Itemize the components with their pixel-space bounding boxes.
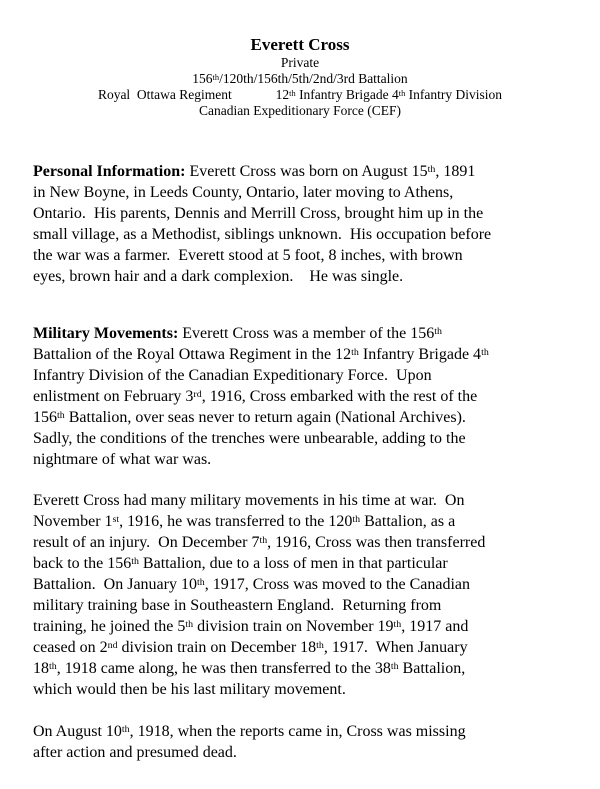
text-line: training, he joined the 5th division train on November 19th, 1917 and: [33, 618, 469, 635]
text-line: small village, as a Methodist, siblings unknown. His occupation before: [33, 226, 492, 243]
text-line: ceased on 2nd division train on December 18th, 1917. When January: [33, 639, 468, 656]
text-line: Personal Information: Everett Cross was born on August 15th, 1891: [33, 163, 476, 180]
document-header: [33, 35, 567, 119]
text-line: which would then be his last military movement.: [33, 681, 346, 698]
text-line: after action and presumed dead.: [33, 744, 237, 761]
military-movements-paragraph: [33, 323, 567, 470]
text-line: Battalion of the Royal Ottawa Regiment in the 12th Infantry Brigade 4th: [33, 346, 489, 363]
text-line: 156th Battalion, over seas never to return again (National Archives).: [33, 409, 466, 426]
text-line: Royal Ottawa Regiment 12th Infantry Brigade 4th Infantry Division: [97, 87, 503, 102]
text-line: Ontario. His parents, Dennis and Merrill Cross, brought him up in the: [33, 205, 484, 222]
text-line: eyes, brown hair and a dark complexion. He was single.: [33, 268, 404, 285]
text-line: military training base in Southeastern England. Returning from: [33, 597, 442, 614]
text-line: On August 10th, 1918, when the reports came in, Cross was missing: [33, 723, 466, 740]
text-line: 156th/120th/156th/5th/2nd/3rd Battalion: [192, 71, 408, 86]
text-line: Battalion. On January 10th, 1917, Cross was moved to the Canadian: [33, 576, 470, 593]
casualty-paragraph: [33, 721, 567, 763]
personal-information-paragraph: [33, 161, 567, 287]
text-line: Military Movements: Everett Cross was a member of the 156th: [33, 325, 442, 342]
text-line: nightmare of what war was.: [33, 451, 212, 468]
text-line: Sadly, the conditions of the trenches were unbearable, adding to the: [33, 430, 466, 447]
service-summary-lines: [33, 55, 567, 119]
text-line: enlistment on February 3rd, 1916, Cross embarked with the rest of the: [33, 388, 478, 405]
text-line: November 1st, 1916, he was transferred to the 120th Battalion, as a: [33, 513, 456, 530]
text-line: Canadian Expeditionary Force (CEF): [198, 103, 402, 118]
text-line: in New Boyne, in Leeds County, Ontario, later moving to Athens,: [33, 184, 454, 201]
text-line: result of an injury. On December 7th, 1916, Cross was then transferred: [33, 534, 486, 551]
text-line: 18th, 1918 came along, he was then transferred to the 38th Battalion,: [33, 660, 466, 677]
military-movements-detail-paragraph: [33, 490, 567, 700]
text-line: back to the 156th Battalion, due to a loss of men in that particular: [33, 555, 448, 572]
soldier-name-title: Everett Cross: [250, 35, 350, 54]
text-line: Everett Cross had many military movements in his time at war. On: [33, 492, 465, 509]
text-line: Infantry Division of the Canadian Expeditionary Force. Upon: [33, 367, 432, 384]
text-line: Private: [280, 55, 320, 70]
text-line: the war was a farmer. Everett stood at 5 foot, 8 inches, with brown: [33, 247, 463, 264]
